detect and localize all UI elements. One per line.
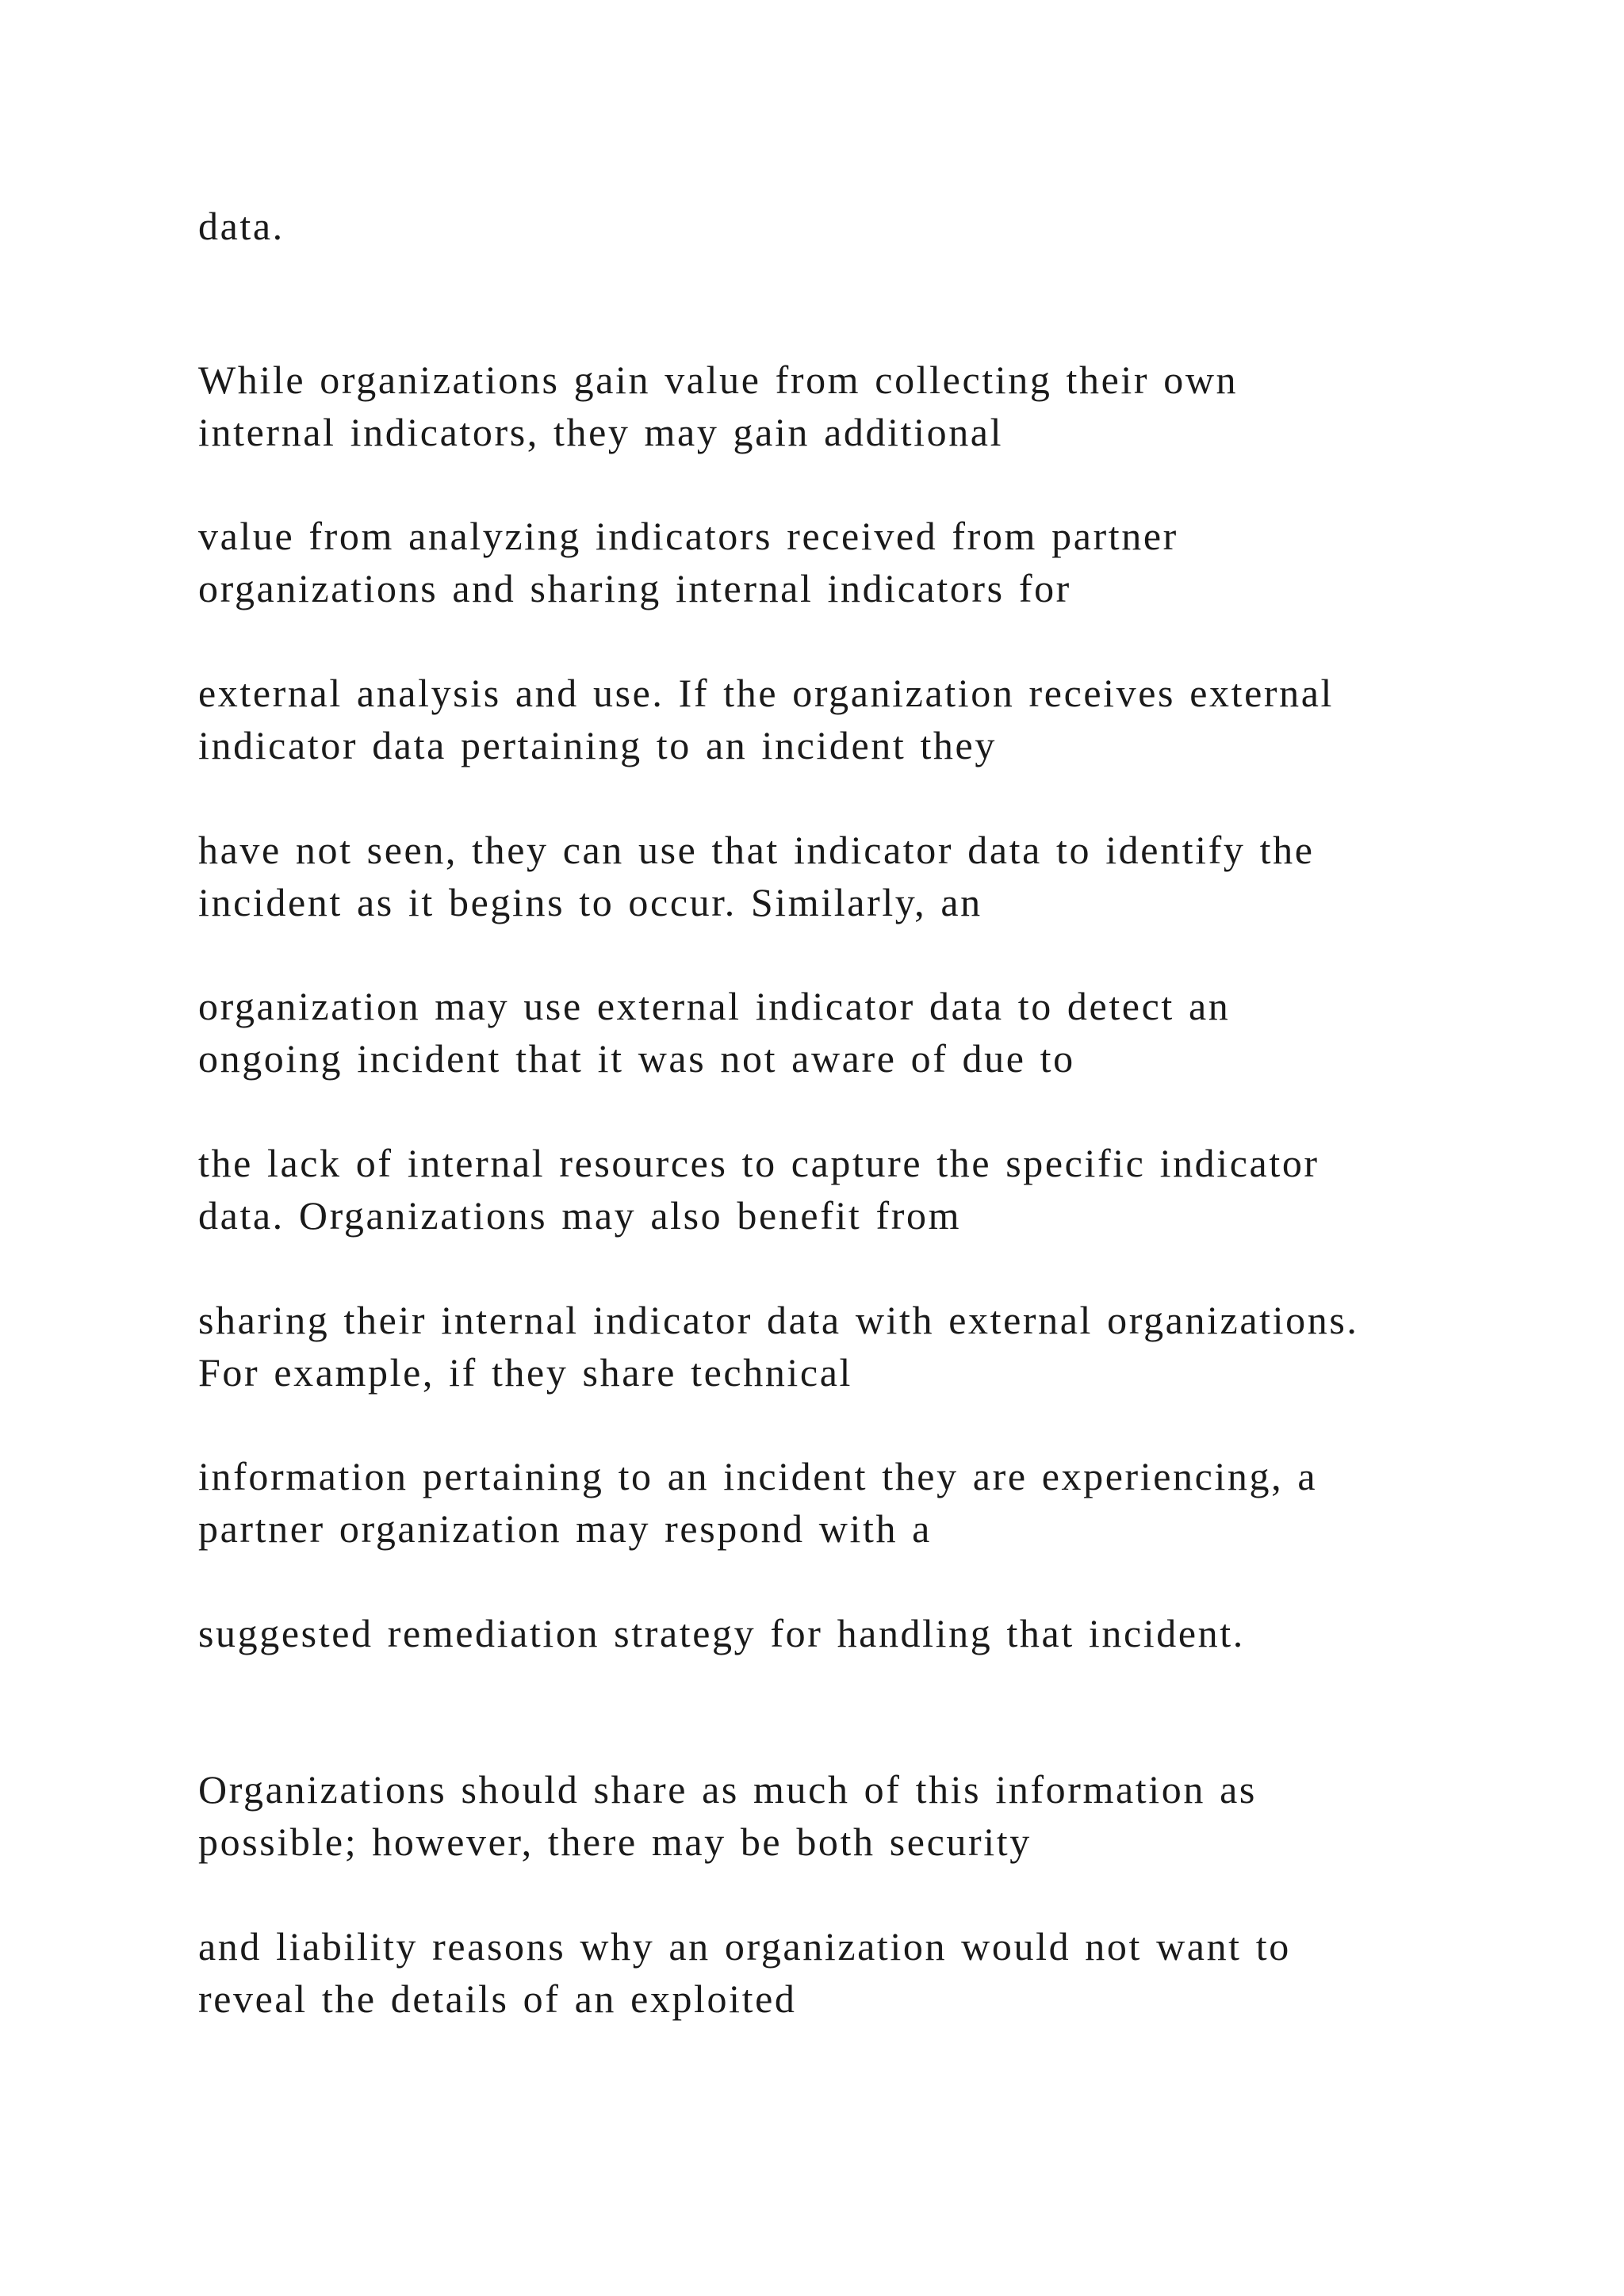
text-line: data. Organizations may also benefit from [198, 1193, 962, 1238]
text-line: Organizations should share as much of this information as [198, 1767, 1257, 1812]
text-line: possible; however, there may be both security [198, 1820, 1032, 1864]
text-line: the lack of internal resources to capture the specific indicator [198, 1141, 1320, 1185]
text-line: and liability reasons why an organization would not want to [198, 1924, 1291, 1969]
text-line: reveal the details of an exploited [198, 1976, 797, 2021]
text-line: ongoing incident that it was not aware of due to [198, 1036, 1075, 1081]
text-line: organizations and sharing internal indicators for [198, 566, 1071, 610]
text-line: While organizations gain value from collecting their own [198, 358, 1239, 402]
text-line: data. [198, 204, 285, 248]
text-line: value from analyzing indicators received from partner [198, 514, 1178, 558]
text-line: sharing their internal indicator data with external organizations. [198, 1298, 1359, 1342]
text-line: partner organization may respond with a [198, 1506, 932, 1551]
text-line: internal indicators, they may gain additional [198, 410, 1004, 454]
text-line: external analysis and use. If the organization receives external [198, 671, 1335, 715]
text-line: suggested remediation strategy for handling that incident. [198, 1611, 1245, 1655]
text-line: have not seen, they can use that indicator data to identify the [198, 828, 1315, 872]
text-line: information pertaining to an incident they are experiencing, a [198, 1454, 1318, 1498]
text-line: incident as it begins to occur. Similarly, an [198, 880, 982, 924]
text-line: For example, if they share technical [198, 1350, 852, 1395]
text-line: organization may use external indicator data to detect an [198, 984, 1231, 1028]
text-line: indicator data pertaining to an incident they [198, 723, 997, 767]
